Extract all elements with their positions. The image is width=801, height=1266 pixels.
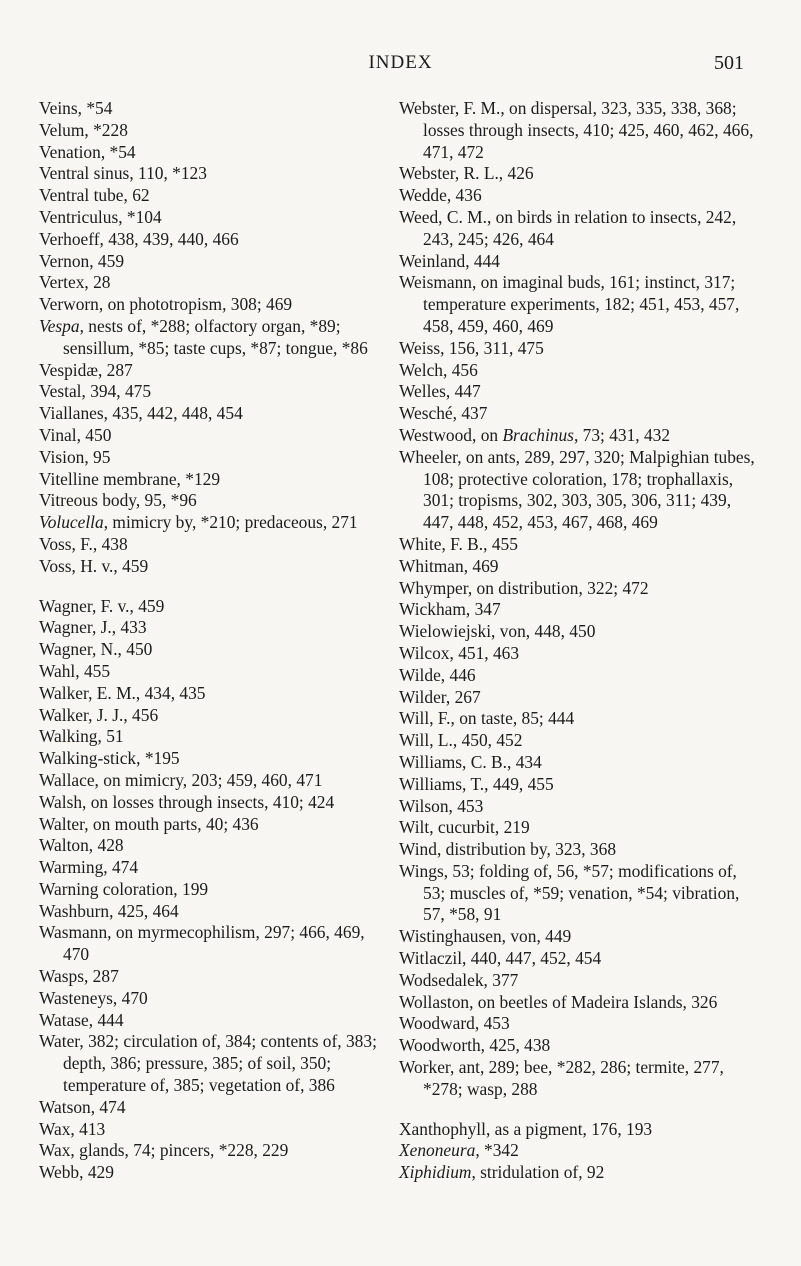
index-entry-locators: 450, 452 bbox=[457, 730, 523, 751]
index-entry-heading: Wistinghausen, von, bbox=[399, 926, 541, 947]
index-entry-locators: 449, 455 bbox=[488, 773, 554, 794]
index-entry-locators: 53; folding of, 56, *57; modifications of, 53; muscles of, *59; venation, *54; vibration, 57, *58, 91 bbox=[423, 860, 740, 925]
index-entry-heading: Ventral sinus, bbox=[39, 163, 134, 184]
index-entry bbox=[39, 792, 387, 814]
index-entry bbox=[399, 163, 763, 185]
index-entry bbox=[399, 1140, 763, 1162]
index-entry-locators: *228 bbox=[88, 119, 128, 140]
index-entry bbox=[39, 229, 387, 251]
index-entry-heading: Webb, bbox=[39, 1162, 84, 1183]
index-entry-heading: Whymper, bbox=[399, 577, 473, 598]
index-entry-heading: Wasteneys, bbox=[39, 987, 118, 1008]
index-entry-locators: as a pigment, 176, 193 bbox=[490, 1118, 653, 1139]
index-entry-heading: Wind, bbox=[399, 839, 442, 860]
index-entry bbox=[399, 730, 763, 752]
index-entry-heading: Venation, bbox=[39, 141, 106, 162]
index-entry-locators: 438 bbox=[97, 533, 128, 554]
index-entry bbox=[399, 1035, 763, 1057]
index-entry bbox=[399, 643, 763, 665]
index-entry-locators: on mouth parts, 40; 436 bbox=[88, 813, 259, 834]
index-entry-locators: 450 bbox=[80, 424, 112, 445]
index-entry bbox=[399, 425, 763, 447]
index-entry bbox=[39, 857, 387, 879]
index-entry bbox=[399, 926, 763, 948]
index-entry-locators: 453 bbox=[452, 795, 484, 816]
index-entry-locators: 455 bbox=[79, 660, 111, 681]
index-entry-heading: Vespidæ, bbox=[39, 359, 103, 380]
index-entry-locators: 437 bbox=[457, 403, 488, 424]
index-entry-heading: Wodsedalek, bbox=[399, 969, 488, 990]
index-entry-locators: , nests of, *288; olfactory organ, *89; sensillum, *85; taste cups, *87; tongue, *86 bbox=[63, 315, 368, 358]
index-entry-locators: 287 bbox=[88, 966, 119, 987]
index-entry-heading: Walker, J. J., bbox=[39, 704, 128, 725]
index-entry-heading: Welles, bbox=[399, 381, 451, 402]
index-entry bbox=[399, 970, 763, 992]
index-entry-heading: Walking, bbox=[39, 726, 102, 747]
index-entry bbox=[399, 1013, 763, 1035]
index-entry bbox=[39, 966, 387, 988]
index-entry-heading: Wallace, bbox=[39, 769, 99, 790]
index-entry-heading: Wax, bbox=[39, 1118, 75, 1139]
index-entry-locators: 377 bbox=[487, 969, 519, 990]
index-entry-heading: Wilcox, bbox=[399, 642, 454, 663]
index-entry bbox=[39, 726, 387, 748]
index-entry-locators: 446 bbox=[445, 664, 476, 685]
index-entry bbox=[399, 1119, 763, 1141]
index-entry-heading: Warning coloration, bbox=[39, 878, 178, 899]
index-entry bbox=[399, 381, 763, 403]
index-entry bbox=[39, 1010, 387, 1032]
index-entry-heading: Wielowiejski, von, bbox=[399, 621, 531, 642]
letter-section-gap bbox=[39, 578, 387, 596]
index-entry bbox=[399, 992, 763, 1014]
index-entry-locators: cucurbit, 219 bbox=[433, 817, 530, 838]
index-entry bbox=[399, 338, 763, 360]
index-entry-heading: Warming, bbox=[39, 857, 108, 878]
index-entry bbox=[39, 661, 387, 683]
index-entry-heading: Wedde, bbox=[399, 185, 452, 206]
index-entry-heading: White, F. B., bbox=[399, 533, 488, 554]
index-entry-locators: 455 bbox=[487, 533, 518, 554]
index-entry-locators: *54 bbox=[105, 141, 136, 162]
index-entry-heading: Wesché, bbox=[399, 403, 457, 424]
index-entry-locators: 456 bbox=[127, 704, 159, 725]
index-entry bbox=[39, 1097, 387, 1119]
index-entry-locators: 444 bbox=[93, 1009, 124, 1030]
index-entry-locators: 110, *123 bbox=[133, 163, 207, 184]
index-entry-locators: 459 bbox=[133, 595, 165, 616]
index-entry-locators: , 73; 431, 432 bbox=[573, 424, 671, 445]
index-entry-heading: Woodward, bbox=[399, 1013, 480, 1034]
index-entry-locators: distribution by, 323, 368 bbox=[441, 839, 617, 860]
index-entry bbox=[39, 447, 387, 469]
index-entry-locators: 474 bbox=[107, 857, 139, 878]
index-entry bbox=[39, 922, 387, 966]
index-entry-locators: 470 bbox=[117, 987, 148, 1008]
index-entry-heading: Volucella bbox=[39, 512, 104, 533]
index-entry-heading: Viallanes, bbox=[39, 403, 108, 424]
index-entry-heading: Webster, F. M., bbox=[399, 98, 505, 118]
index-entry-locators: 429 bbox=[83, 1162, 114, 1183]
index-entry-heading: Walsh, bbox=[39, 791, 87, 812]
index-entry-locators: 456 bbox=[447, 359, 478, 380]
index-entry-locators: 425, 438 bbox=[485, 1035, 551, 1056]
index-entry-heading: Weed, C. M., bbox=[399, 206, 492, 227]
index-entry-heading: Weinland, bbox=[399, 250, 470, 271]
index-entry-italic-term: Brachinus bbox=[502, 424, 574, 445]
index-entry bbox=[39, 120, 387, 142]
index-entry-heading: Walker, E. M., bbox=[39, 682, 141, 703]
index-entry-locators: ant, 289; bee, *282, 286; termite, 277, *278; wasp, 288 bbox=[423, 1057, 724, 1099]
index-entry bbox=[39, 142, 387, 164]
index-entry bbox=[39, 272, 387, 294]
index-entry-heading: Weismann, bbox=[399, 272, 477, 293]
index-entry-heading: Witlaczil, bbox=[399, 948, 467, 969]
index-entry-heading: Westwood, bbox=[399, 424, 477, 445]
index-entry-heading: Vestal, bbox=[39, 381, 86, 402]
index-entry-locators: 433 bbox=[116, 617, 147, 638]
index-entry-locators: 450 bbox=[121, 639, 153, 660]
index-entry-locators: 444 bbox=[469, 250, 500, 271]
index-entry-heading: Vespa bbox=[39, 315, 80, 336]
index-entry bbox=[399, 665, 763, 687]
index-entry-locators: on beetles of Madeira Islands, 326 bbox=[473, 991, 718, 1012]
index-entry bbox=[39, 814, 387, 836]
index-entry bbox=[39, 1140, 387, 1162]
index-entry bbox=[399, 185, 763, 207]
index-entry-locators: , stridulation of, 92 bbox=[471, 1162, 605, 1183]
index-entry-heading: Ventral tube, bbox=[39, 185, 128, 206]
index-entry-locators: 459 bbox=[93, 250, 125, 271]
index-entry-heading: Wahl, bbox=[39, 660, 80, 681]
index-entry-locators: 438, 439, 440, 466 bbox=[103, 228, 239, 249]
index-entry-locators: 382; circulation of, 384; contents of, 383; depth, 386; pressure, 385; of soil, 350; temperature of, 385; vegetation of, 386 bbox=[63, 1031, 377, 1096]
index-entry-heading: Wagner, J., bbox=[39, 617, 117, 638]
index-entry-heading: Voss, H. v., bbox=[39, 555, 118, 576]
index-entry bbox=[39, 879, 387, 901]
index-entry-locators: 267 bbox=[450, 686, 481, 707]
index-entry-locators: on distribution, 322; 472 bbox=[472, 577, 649, 598]
index-entry-locators: 428 bbox=[93, 835, 124, 856]
index-entry bbox=[39, 639, 387, 661]
index-entry bbox=[399, 708, 763, 730]
index-entry bbox=[39, 251, 387, 273]
index-entry-locators: on birds in relation to insects, 242, 243, 245; 426, 464 bbox=[423, 206, 737, 249]
index-entry-locators: on imaginal buds, 161; instinct, 317; temperature experiments, 182; 451, 453, 457, 458, 459, 460, 469 bbox=[423, 272, 740, 336]
index-entry-heading: Xanthophyll, bbox=[399, 1118, 491, 1139]
index-entry-heading: Vision, bbox=[39, 446, 89, 467]
index-entry-locators: on taste, 85; 444 bbox=[454, 708, 575, 729]
index-entry-heading: Woodworth, bbox=[399, 1035, 486, 1056]
index-entry-locators: 449 bbox=[540, 926, 572, 947]
index-entry-heading: Wollaston, bbox=[399, 991, 474, 1012]
index-entry-heading: Weiss, bbox=[399, 337, 445, 358]
index-entry-locators: glands, 74; pincers, *228, 229 bbox=[74, 1140, 289, 1161]
index-entry bbox=[39, 596, 387, 618]
index-entry-heading: Vitreous body, bbox=[39, 490, 141, 511]
index-entry-locators: 95, *96 bbox=[140, 490, 197, 511]
index-entry-locators: on dispersal, 323, 335, 338, 368; losses through insects, 410; 425, 460, 462, 466, 471, 472 bbox=[423, 98, 754, 162]
index-entry bbox=[399, 839, 763, 861]
index-entry-heading: Veins, bbox=[39, 98, 82, 118]
index-entry-locators: 435, 442, 448, 454 bbox=[107, 403, 243, 424]
index-entry-locators: 434 bbox=[511, 751, 542, 772]
index-column-right bbox=[399, 98, 763, 1184]
index-entry-heading: Wasps, bbox=[39, 966, 89, 987]
index-entry bbox=[39, 835, 387, 857]
index-entry bbox=[39, 748, 387, 770]
index-entry-locators: on ants, 289, 297, 320; Malpighian tubes, 108; protective coloration, 178; trophallaxis, 301; tropisms, 302, 303, 305, 306, 311; 439, 447, 448, 452, 453, 467, 468, 469 bbox=[423, 446, 755, 533]
index-entry-locators: on phototropism, 308; 469 bbox=[103, 294, 293, 315]
index-entry bbox=[399, 599, 763, 621]
index-entry-heading: Webster, R. L., bbox=[399, 163, 504, 184]
index-entry-locators: on losses through insects, 410; 424 bbox=[86, 791, 335, 812]
index-entry-heading: Xiphidium bbox=[399, 1162, 472, 1183]
index-entry-locators: 469 bbox=[468, 555, 499, 576]
index-entry bbox=[39, 617, 387, 639]
index-entry-locators: 453 bbox=[479, 1013, 510, 1034]
index-entry-heading: Vernon, bbox=[39, 250, 94, 271]
index-entry-locators: *104 bbox=[122, 206, 162, 227]
index-entry-heading: Wax, bbox=[39, 1140, 75, 1161]
index-entry-heading: Watson, bbox=[39, 1096, 96, 1117]
index-entry bbox=[39, 901, 387, 923]
index-entry bbox=[39, 988, 387, 1010]
index-entry-locators: 434, 435 bbox=[140, 682, 206, 703]
page-header bbox=[0, 52, 801, 80]
index-entry-locators: 156, 311, 475 bbox=[444, 337, 544, 358]
index-entry-heading: Verhoeff, bbox=[39, 228, 104, 249]
index-entry-heading: Wilt, bbox=[399, 817, 434, 838]
index-entry bbox=[399, 687, 763, 709]
index-entry bbox=[39, 683, 387, 705]
index-entry bbox=[39, 360, 387, 382]
index-entry bbox=[399, 207, 763, 251]
index-entry bbox=[399, 98, 763, 163]
index-entry-heading: Wilde, bbox=[399, 664, 446, 685]
index-entry-heading: Washburn, bbox=[39, 900, 114, 921]
index-entry-locators: 413 bbox=[74, 1118, 106, 1139]
index-entry-heading: Velum, bbox=[39, 119, 89, 140]
index-entry bbox=[399, 1162, 763, 1184]
index-entry-heading: Walter, bbox=[39, 813, 89, 834]
index-entry-locators: 347 bbox=[470, 599, 501, 620]
index-entry-heading: Wilder, bbox=[399, 686, 451, 707]
index-entry-heading: Wagner, N., bbox=[39, 639, 122, 660]
index-entry-heading: Vitelline membrane, bbox=[39, 468, 181, 489]
index-entry-heading: Williams, T., bbox=[399, 773, 489, 794]
index-entry-locators: 436 bbox=[451, 185, 482, 206]
index-entry-locators: on bbox=[476, 424, 503, 445]
index-entry bbox=[39, 1119, 387, 1141]
index-entry-heading: Wilson, bbox=[399, 795, 453, 816]
index-entry bbox=[399, 251, 763, 273]
index-entry-locators: 447 bbox=[450, 381, 481, 402]
index-entry bbox=[399, 403, 763, 425]
index-entry-heading: Wings, bbox=[399, 860, 449, 881]
index-entry-heading: Walton, bbox=[39, 835, 94, 856]
index-entry-locators: 394, 475 bbox=[85, 381, 152, 402]
index-entry bbox=[399, 360, 763, 382]
index-entry-locators: 62 bbox=[127, 185, 150, 206]
index-entry-locators: 425, 464 bbox=[113, 900, 179, 921]
letter-section-gap bbox=[399, 1101, 763, 1119]
index-entry bbox=[39, 512, 387, 534]
index-entry-locators: 426 bbox=[503, 163, 534, 184]
index-entry-locators: 287 bbox=[102, 359, 133, 380]
index-entry-locators: 51 bbox=[101, 726, 124, 747]
index-entry-heading: Williams, C. B., bbox=[399, 751, 512, 772]
index-entry-heading: Ventriculus, bbox=[39, 206, 123, 227]
index-entry-locators: 440, 447, 452, 454 bbox=[466, 948, 602, 969]
index-entry-locators: 199 bbox=[177, 878, 209, 899]
index-entry bbox=[399, 861, 763, 926]
index-entry-locators: *195 bbox=[140, 748, 180, 769]
index-entry bbox=[39, 556, 387, 578]
index-entry-heading: Worker, bbox=[399, 1057, 455, 1078]
index-entry-locators: 95 bbox=[88, 446, 111, 467]
index-entry bbox=[399, 556, 763, 578]
index-entry bbox=[399, 752, 763, 774]
index-entry bbox=[39, 490, 387, 512]
index-entry bbox=[399, 578, 763, 600]
index-entry-locators: 474 bbox=[95, 1096, 126, 1117]
index-entry-locators: 451, 463 bbox=[453, 642, 520, 663]
index-entry-locators: on myrmecophilism, 297; 466, 469, 470 bbox=[63, 922, 365, 965]
index-entry-locators: *54 bbox=[82, 98, 113, 118]
index-entry-heading: Walking-stick, bbox=[39, 748, 141, 769]
index-entry-heading: Wagner, F. v., bbox=[39, 595, 134, 616]
index-entry-locators: on mimicry, 203; 459, 460, 471 bbox=[98, 769, 323, 790]
index-entry-heading: Verworn, bbox=[39, 294, 104, 315]
index-entry-heading: Whitman, bbox=[399, 555, 469, 576]
page-number: 501 bbox=[714, 52, 744, 74]
index-entry bbox=[39, 185, 387, 207]
index-entry bbox=[399, 272, 763, 337]
index-entry-heading: Wheeler, bbox=[399, 446, 462, 467]
index-entry-heading: Water, bbox=[39, 1031, 84, 1052]
index-entry-locators: 459 bbox=[117, 555, 149, 576]
running-title: INDEX bbox=[368, 52, 433, 73]
index-entry bbox=[399, 534, 763, 556]
index-entry-heading: Xenoneura bbox=[399, 1140, 476, 1161]
index-entry bbox=[39, 425, 387, 447]
index-entry-heading: Voss, F., bbox=[39, 533, 98, 554]
index-entry bbox=[39, 98, 387, 120]
index-entry bbox=[399, 774, 763, 796]
index-entry bbox=[39, 207, 387, 229]
index-entry bbox=[399, 796, 763, 818]
index-entry bbox=[39, 1031, 387, 1096]
index-entry bbox=[399, 1057, 763, 1101]
index-entry-locators: 28 bbox=[88, 272, 111, 293]
index-entry bbox=[39, 381, 387, 403]
index-entry-heading: Will, F., bbox=[399, 708, 455, 729]
index-entry bbox=[39, 1162, 387, 1184]
index-entry bbox=[399, 948, 763, 970]
index-entry-heading: Will, L., bbox=[399, 730, 458, 751]
index-entry-heading: Vertex, bbox=[39, 272, 89, 293]
index-entry bbox=[399, 621, 763, 643]
index-entry-heading: Vinal, bbox=[39, 424, 81, 445]
index-entry bbox=[399, 817, 763, 839]
index-entry-heading: Wickham, bbox=[399, 599, 471, 620]
index-entry-locators: , *342 bbox=[475, 1140, 519, 1161]
index-column-left bbox=[39, 98, 387, 1184]
index-entry-heading: Wasmann, bbox=[39, 922, 112, 943]
index-entry-locators: 448, 450 bbox=[530, 621, 596, 642]
index-entry-heading: Welch, bbox=[399, 359, 448, 380]
index-entry bbox=[39, 770, 387, 792]
index-entry bbox=[39, 534, 387, 556]
index-entry-locators: , mimicry by, *210; predaceous, 271 bbox=[103, 512, 358, 533]
index-entry bbox=[39, 705, 387, 727]
index-entry bbox=[39, 294, 387, 316]
index-entry bbox=[39, 316, 387, 360]
index-entry-locators: *129 bbox=[180, 468, 221, 489]
index-entry-heading: Watase, bbox=[39, 1009, 94, 1030]
index-entry bbox=[399, 447, 763, 534]
index-entry bbox=[39, 469, 387, 491]
index-entry bbox=[39, 163, 387, 185]
index-entry bbox=[39, 403, 387, 425]
